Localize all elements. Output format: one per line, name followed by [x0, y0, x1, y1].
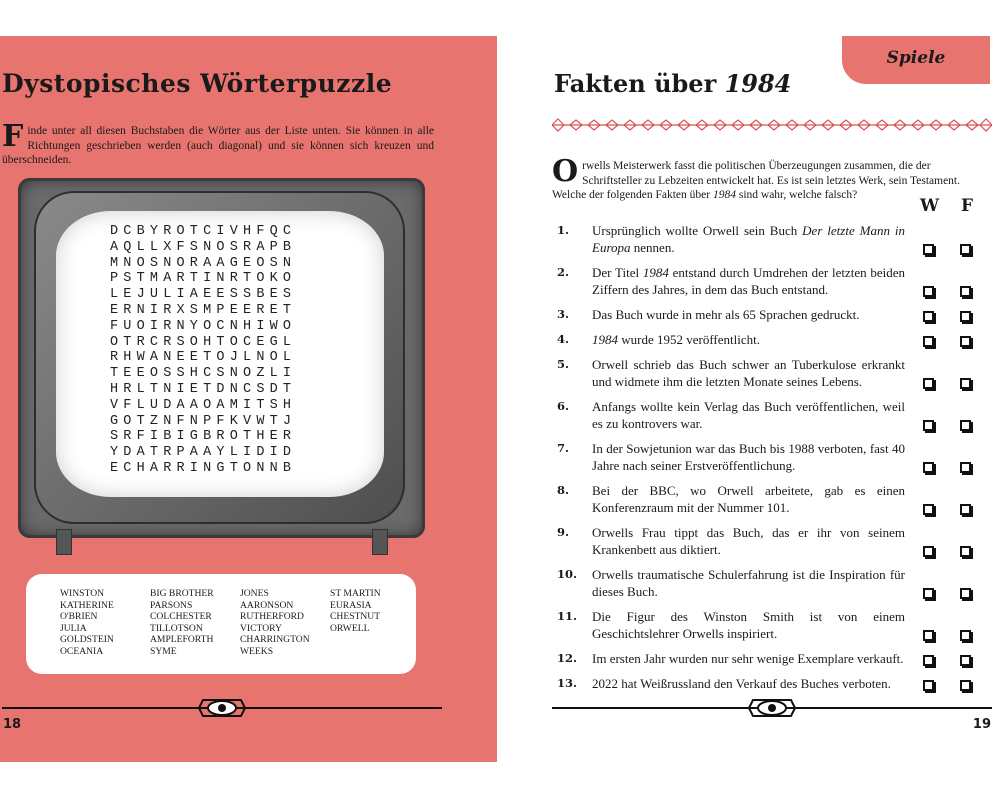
false-checkbox[interactable]: [960, 655, 971, 666]
false-checkbox[interactable]: [960, 420, 971, 431]
fact-number: 2.: [557, 265, 570, 279]
fact-text: [592, 482, 905, 516]
true-checkbox[interactable]: [923, 630, 934, 641]
page-number-right: 19: [972, 717, 991, 732]
fact-text-em: 1984: [642, 265, 669, 280]
false-checkbox[interactable]: [960, 462, 971, 473]
grid-row: PSTMARTINRTOKO: [110, 271, 297, 287]
letter-grid: [110, 224, 296, 477]
true-checkbox[interactable]: [923, 286, 934, 297]
fact-number: 5.: [557, 357, 570, 371]
true-checkbox[interactable]: [923, 680, 934, 691]
true-checkbox[interactable]: [923, 378, 934, 389]
fact-text: [592, 264, 905, 298]
word-list-item: JONES: [240, 588, 269, 599]
fact-text: [592, 650, 905, 667]
grid-row: OTRCRSOHTOCEGL: [110, 334, 297, 350]
false-checkbox[interactable]: [960, 504, 971, 515]
fact-text-pre: Orwells Frau tippt das Buch, das er ihr von seinem Krankenbett aus diktiert.: [592, 525, 905, 557]
fact-number: 9.: [557, 525, 570, 539]
word-list-item: COLCHESTER: [150, 611, 212, 623]
word-list-item: BIG BROTHER: [150, 588, 214, 599]
facts-title-year: 1984: [724, 69, 792, 98]
grid-row: TEEOSSHCSNOZLI: [110, 366, 297, 382]
false-checkbox[interactable]: [960, 311, 971, 322]
word-list-item: ORWELL: [330, 622, 370, 634]
divider-left: [2, 698, 442, 718]
fact-item: [557, 566, 982, 600]
fact-text-em: Der letzte Mann in Europa: [592, 223, 905, 255]
fact-number: 4.: [557, 332, 570, 346]
true-checkbox[interactable]: [923, 244, 934, 255]
fact-text: [592, 440, 905, 474]
fact-text: [592, 566, 905, 600]
fact-text-pre: 2022 hat Weißrussland den Verkauf des Buches verboten.: [592, 676, 891, 691]
grid-row: FUOIRNYOCNHIWO: [110, 318, 297, 334]
fact-item: [557, 222, 982, 256]
word-list-item: AARONSON: [240, 599, 294, 611]
grid-row: GOTZNFNPFKVWTJ: [110, 413, 297, 429]
word-list-item: CHESTNUT: [330, 611, 381, 623]
fact-number: 12.: [557, 651, 578, 665]
fact-text: [592, 222, 905, 256]
fact-item: [557, 356, 982, 390]
fact-item: [557, 524, 982, 558]
false-checkbox[interactable]: [960, 378, 971, 389]
puzzle-instructions: [2, 119, 434, 168]
grid-row: YDATRPAAYLIDID: [110, 445, 297, 461]
column-header-true: W: [920, 196, 940, 216]
word-list-item: ST MARTIN: [330, 588, 381, 599]
fact-text-pre: Im ersten Jahr wurden nur sehr wenige Exemplare verkauft.: [592, 651, 904, 666]
fact-item: [557, 264, 982, 298]
fact-item: [557, 398, 982, 432]
fact-text-pre: Ursprünglich wollte Orwell sein Buch: [592, 223, 803, 238]
fact-number: 3.: [557, 307, 570, 321]
facts-intro-year: 1984: [712, 189, 736, 201]
word-list-item: WEEKS: [240, 645, 274, 657]
true-checkbox[interactable]: [923, 420, 934, 431]
word-list-item: OCEANIA: [60, 645, 104, 657]
false-checkbox[interactable]: [960, 546, 971, 557]
word-list-item: JULIA: [60, 622, 87, 634]
facts-intro-text-2: sind wahr, welche falsch?: [735, 189, 858, 201]
word-list-item: RUTHERFORD: [240, 611, 304, 623]
eye-ornament-icon: [737, 698, 807, 718]
drop-cap: F: [2, 119, 24, 154]
word-list-item: PARSONS: [150, 599, 193, 611]
fact-item: [557, 608, 982, 642]
word-column: [240, 588, 328, 658]
true-checkbox[interactable]: [923, 504, 934, 515]
facts-title-prefix: Fakten über: [554, 69, 725, 98]
fact-number: 10.: [557, 567, 578, 581]
section-tab: [842, 36, 990, 84]
grid-row: LEJULIAEESSBES: [110, 287, 297, 303]
false-checkbox[interactable]: [960, 336, 971, 347]
fact-item: [557, 331, 982, 348]
fact-item: [557, 306, 982, 323]
fact-text: [592, 356, 905, 390]
section-tab-label: Spiele: [886, 48, 946, 68]
fact-text-pre: Orwell schrieb das Buch schwer an Tuberkulose erkrankt und widmete ihm die letzten Monate seines Lebens.: [592, 357, 905, 389]
fact-text-post: nennen.: [630, 240, 675, 255]
tv-leg-right: [372, 529, 388, 555]
fact-item: [557, 440, 982, 474]
fact-item: [557, 482, 982, 516]
true-checkbox[interactable]: [923, 462, 934, 473]
word-list-item: TILLOTSON: [150, 622, 203, 634]
false-checkbox[interactable]: [960, 680, 971, 691]
word-list-item: EURASIA: [330, 599, 372, 611]
fact-text: [592, 331, 905, 348]
puzzle-title: Dystopisches Wörterpuzzle: [2, 69, 393, 98]
fact-text: [592, 306, 905, 323]
word-list-item: WINSTON: [60, 588, 105, 599]
false-checkbox[interactable]: [960, 244, 971, 255]
fact-text-pre: Anfangs wollte kein Verlag das Buch veröffentlichen, weil es zu kontrovers war.: [592, 399, 905, 431]
word-column: [150, 588, 238, 658]
true-checkbox[interactable]: [923, 311, 934, 322]
fact-number: 8.: [557, 483, 570, 497]
fact-text-pre: Die Figur des Winston Smith ist von einem Geschichtslehrer Orwells inspiriert.: [592, 609, 905, 641]
fact-text-post: wurde 1952 veröffentlicht.: [618, 332, 760, 347]
facts-list: [557, 222, 982, 700]
fact-text: [592, 675, 905, 692]
word-column: [60, 588, 148, 658]
fact-item: [557, 675, 982, 692]
grid-row: ECHARRINGTONNB: [110, 460, 297, 476]
fact-text-em: 1984: [592, 332, 618, 347]
fact-text-pre: Orwells traumatische Schulerfahrung ist die Inspiration für dieses Buch.: [592, 567, 905, 599]
word-list-item: CHARRINGTON: [240, 634, 310, 646]
fact-item: [557, 650, 982, 667]
fact-number: 11.: [557, 609, 578, 623]
grid-row: DCBYROTCIVHFQC: [110, 224, 297, 239]
facts-title: [554, 69, 791, 98]
word-list-item: VICTORY: [240, 622, 282, 634]
fact-number: 13.: [557, 676, 578, 690]
divider-right: [552, 698, 992, 718]
fact-text-pre: Das Buch wurde in mehr als 65 Sprachen gedruckt.: [592, 307, 860, 322]
word-column: [330, 588, 418, 634]
page-number-left: 18: [3, 717, 22, 732]
fact-text: [592, 608, 905, 642]
word-list-item: KATHERINE: [60, 599, 114, 611]
grid-row: RHWANEETOJLNOL: [110, 350, 297, 366]
decorative-border-ornament: [552, 117, 992, 133]
fact-text-pre: Der Titel: [592, 265, 643, 280]
fact-text: [592, 398, 905, 432]
left-page: [0, 36, 497, 762]
fact-text-pre: In der Sowjetunion war das Buch bis 1988 verboten, fast 40 Jahre nach seiner Erstveröffentlichung.: [592, 441, 905, 473]
fact-text-pre: Bei der BBC, wo Orwell arbeitete, gab es einen Konferenzraum mit der Nummer 101.: [592, 483, 905, 515]
grid-row: MNOSNORAAGEOSN: [110, 255, 297, 271]
grid-row: VFLUDAAOAMITSH: [110, 397, 297, 413]
fact-number: 1.: [557, 223, 570, 237]
word-list-item: GOLDSTEIN: [60, 634, 114, 646]
grid-row: ERNIRXSMPEERET: [110, 302, 297, 318]
true-checkbox[interactable]: [923, 588, 934, 599]
eye-ornament-icon: [187, 698, 257, 718]
word-list-item: AMPLEFORTH: [150, 634, 214, 646]
word-list-item: O'BRIEN: [60, 611, 98, 623]
true-checkbox[interactable]: [923, 336, 934, 347]
word-list-item: SYME: [150, 645, 177, 657]
grid-row: AQLLXFSNOSRAPB: [110, 239, 297, 255]
fact-number: 7.: [557, 441, 570, 455]
tv-leg-left: [56, 529, 72, 555]
drop-cap-o: O: [552, 154, 579, 189]
false-checkbox[interactable]: [960, 630, 971, 641]
grid-row: HRLTNIETDNCSDT: [110, 381, 297, 397]
false-checkbox[interactable]: [960, 286, 971, 297]
false-checkbox[interactable]: [960, 588, 971, 599]
fact-number: 6.: [557, 399, 570, 413]
grid-row: SRFIBIGBROTHER: [110, 429, 297, 445]
true-checkbox[interactable]: [923, 546, 934, 557]
fact-text-post: entstand durch Umdrehen der letzten beiden Ziffern des Jahres, in dem das Buch entstand.: [592, 265, 906, 297]
puzzle-instructions-text: inde unter all diesen Buchstaben die Wörter aus der Liste unten. Sie können in alle Richtungen geschrieben werden (auch diagonal) und sie können sich kreuzen und überschneiden.: [2, 125, 434, 166]
column-header-false: F: [961, 196, 974, 216]
facts-intro-text-1: rwells Meisterwerk fasst die politischen Überzeugungen zusammen, die der Schriftsteller zu Lebzeiten entwickelt hat. Es ist sein letztes Werk, sein Testament. Welche der folgenden Fakten über: [552, 160, 961, 201]
fact-text: [592, 524, 905, 558]
true-checkbox[interactable]: [923, 655, 934, 666]
right-page: [497, 36, 1000, 762]
